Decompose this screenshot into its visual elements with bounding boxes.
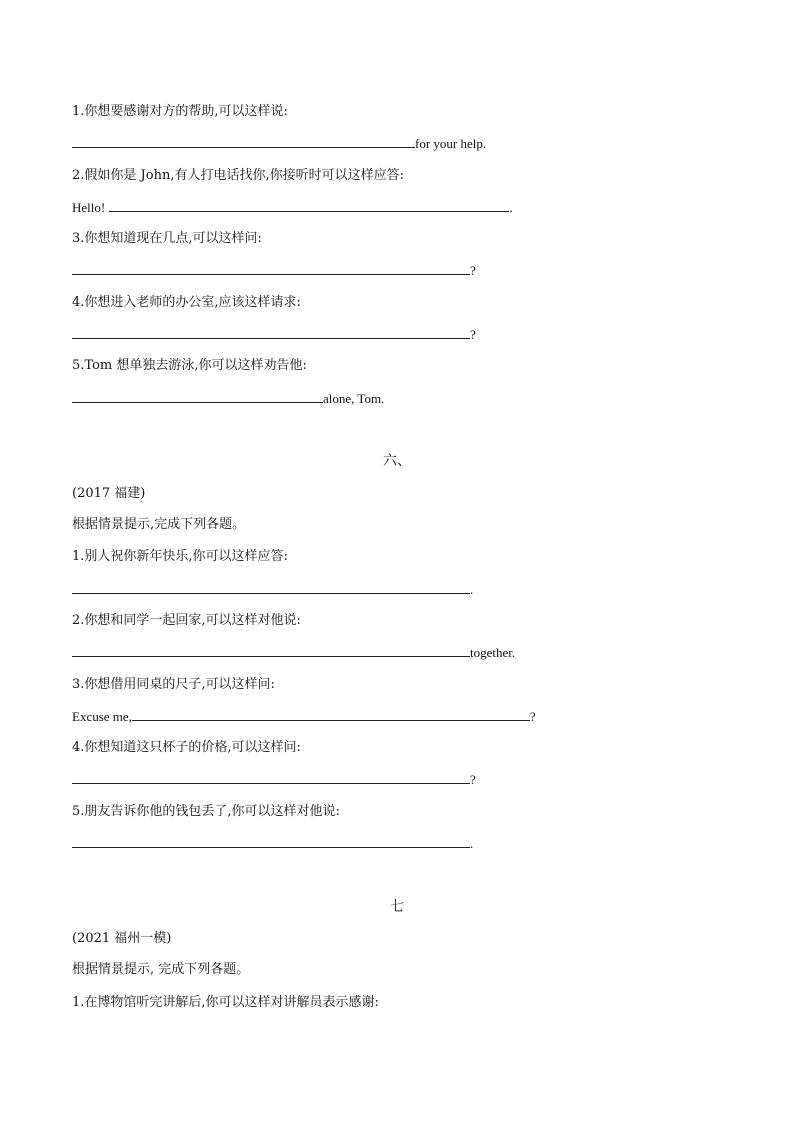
s6-q3-blank[interactable] bbox=[132, 707, 530, 721]
s6-instruction: 根据情景提示,完成下列各题。 bbox=[72, 517, 246, 532]
s5-q2-prefix: Hello! bbox=[72, 200, 106, 215]
s6-heading: 六、 bbox=[383, 453, 411, 469]
s7-q1-prompt: 1.在博物馆听完讲解后,你可以这样对讲解员表示感谢: bbox=[72, 995, 379, 1010]
s6-q4-answer-row bbox=[72, 770, 476, 790]
s7-source: (2021 福州一模) bbox=[72, 931, 172, 946]
s5-q2-blank[interactable] bbox=[109, 198, 509, 212]
s5-q3-answer-row bbox=[72, 261, 476, 281]
s5-q2-suffix: . bbox=[509, 200, 513, 215]
s6-q4-blank[interactable] bbox=[72, 770, 470, 784]
s7-instruction: 根据情景提示, 完成下列各题。 bbox=[72, 962, 250, 977]
s5-q1-suffix: for your help. bbox=[415, 136, 487, 151]
s5-q5-prompt: 5.Tom 想单独去游泳,你可以这样劝告他: bbox=[72, 358, 307, 373]
s6-q1-answer-row bbox=[72, 580, 473, 600]
s6-q4-prompt: 4.你想知道这只杯子的价格,可以这样问: bbox=[72, 740, 301, 755]
s5-q3-blank[interactable] bbox=[72, 261, 470, 275]
s6-q3-prefix: Excuse me, bbox=[72, 709, 132, 724]
s5-q1-blank[interactable] bbox=[72, 134, 415, 148]
s6-q4-suffix: ? bbox=[470, 772, 476, 787]
s6-source: (2017 福建) bbox=[72, 486, 146, 501]
s5-q1-prompt: 1.你想要感谢对方的帮助,可以这样说: bbox=[72, 104, 288, 119]
s6-q5-blank[interactable] bbox=[72, 834, 470, 848]
s6-q3-prompt: 3.你想借用同桌的尺子,可以这样问: bbox=[72, 677, 275, 692]
s6-q2-suffix: together. bbox=[470, 645, 516, 660]
s5-q1-answer-row bbox=[72, 134, 486, 154]
s6-q3-answer-row bbox=[72, 707, 536, 727]
s6-q5-suffix: . bbox=[470, 836, 474, 851]
s6-q1-suffix: . bbox=[470, 582, 474, 597]
s5-q5-suffix: alone, Tom. bbox=[323, 391, 385, 406]
s5-q4-prompt: 4.你想进入老师的办公室,应该这样请求: bbox=[72, 295, 301, 310]
s6-q5-prompt: 5.朋友告诉你他的钱包丢了,你可以这样对他说: bbox=[72, 804, 340, 819]
s6-q1-prompt: 1.别人祝你新年快乐,你可以这样应答: bbox=[72, 549, 288, 564]
s5-q4-blank[interactable] bbox=[72, 325, 470, 339]
s6-q5-answer-row bbox=[72, 834, 473, 854]
s5-q3-prompt: 3.你想知道现在几点,可以这样问: bbox=[72, 231, 262, 246]
s5-q4-suffix: ? bbox=[470, 327, 476, 342]
s5-q2-answer-row bbox=[72, 198, 513, 218]
s6-q2-prompt: 2.你想和同学一起回家,可以这样对他说: bbox=[72, 613, 301, 628]
s5-q4-answer-row bbox=[72, 325, 476, 345]
s6-q2-blank[interactable] bbox=[72, 643, 470, 657]
s6-q2-answer-row bbox=[72, 643, 515, 663]
s6-q3-suffix: ? bbox=[529, 709, 536, 724]
s7-heading: 七 bbox=[390, 899, 404, 915]
s5-q3-suffix: ? bbox=[470, 263, 476, 278]
s5-q5-blank[interactable] bbox=[72, 389, 323, 403]
s5-q2-prompt: 2.假如你是 John,有人打电话找你,你接听时可以这样应答: bbox=[72, 168, 404, 183]
s6-q1-blank[interactable] bbox=[72, 580, 470, 594]
s5-q5-answer-row bbox=[72, 389, 384, 409]
